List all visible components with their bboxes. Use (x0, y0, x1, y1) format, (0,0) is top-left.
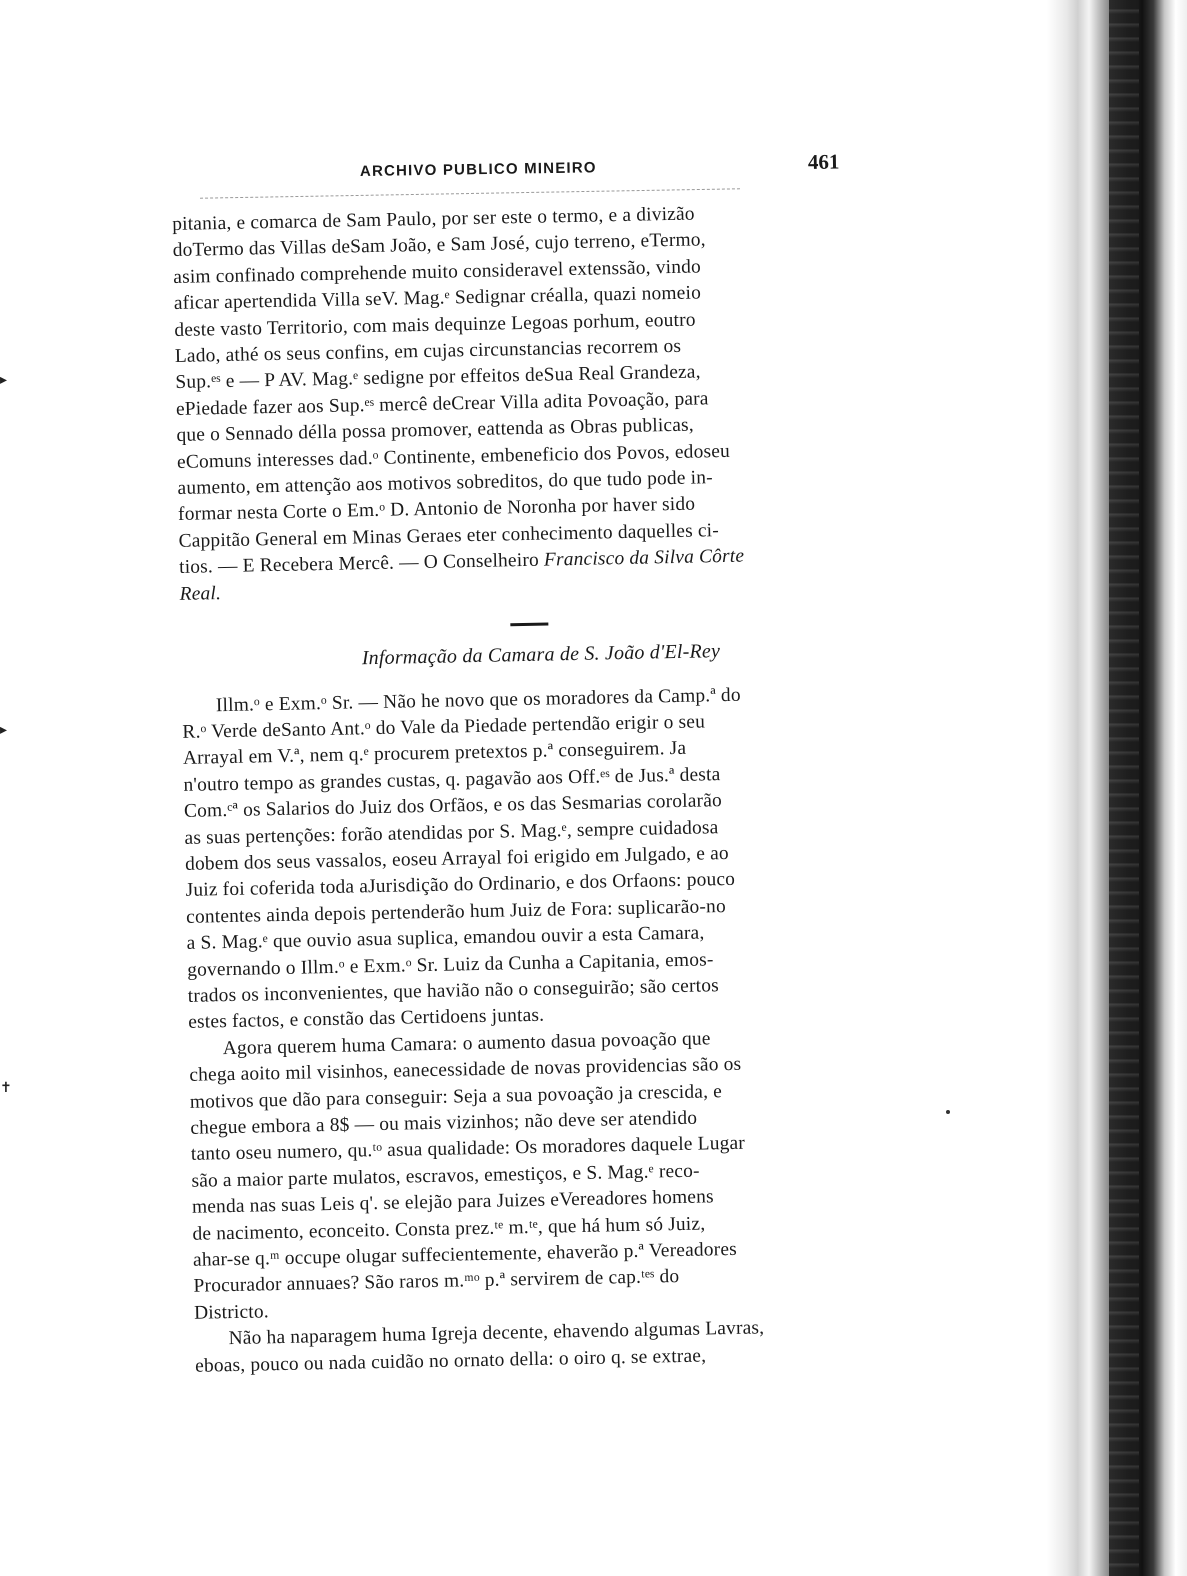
text-line: de nacimento, econceito. Consta prez.ᵗᵉ m.ᵗᵉ, que há hum só Juiz, (192, 1213, 706, 1245)
section-separator (510, 623, 548, 627)
text-line: contentes ainda depois pertenderão hum Juiz de Fora: suplicarão-no (185, 895, 727, 928)
text-line: Illm.ᵒ e Exm.ᵒ Sr. — Não he novo que os moradores da Camp.ª do (215, 684, 741, 716)
text-line-lead: tios. — E Recebera Mercê. — O Conselheiro (178, 549, 540, 579)
signatory-name: Francisco da Silva Côrte (543, 545, 745, 571)
text-line: eComuns interesses dad.ᵒ Continente, embeneficio dos Povos, edoseu (176, 440, 731, 473)
text-line: n'outro tempo as grandes custas, q. pagavão aos Off.ᵉˢ de Jus.ª desta (183, 763, 721, 796)
book-spine-edge (1109, 0, 1139, 1576)
signatory-name-end: Real. (179, 582, 222, 605)
text-line: Com.ᶜª os Salarios do Juiz dos Orfãos, e os das Sesmarias corolarão (183, 790, 723, 823)
margin-mark: ✝ (0, 1080, 12, 1096)
text-line: chegue embora a 8$ — ou mais vizinhos; não deve ser atendido (190, 1107, 698, 1139)
paragraph-camara-1 (182, 680, 869, 1037)
text-line: asim confinado comprehende muito consideravel extenssão, vindo (173, 256, 702, 288)
page-number: 461 (807, 149, 840, 174)
text-line: dobem dos seus vassalos, eoseu Arrayal foi erigido em Julgado, e ao (184, 842, 730, 875)
section-title: Informação da Camara de S. João d'El-Rey (361, 640, 721, 670)
text-line: eboas, pouco ou nada cuidão no ornato della: o oiro q. se extrae, (194, 1345, 707, 1377)
text-line: que o Sennado délla possa promover, eattenda as Obras publicas, (176, 414, 695, 447)
body-text (172, 198, 875, 1379)
text-line: chega aoito mil visinhos, eanecessidade de novas providencias são os (189, 1053, 742, 1087)
text-line: formar nesta Corte o Em.ᵒ D. Antonio de Noronha por haver sido (177, 494, 696, 526)
text-line: Não ha naparagem huma Igreja decente, ehavendo algumas Lavras, (228, 1317, 765, 1350)
text-line: Arrayal em V.ª, nem q.ᵉ procurem pretextos p.ª conseguirem. Ja (182, 738, 687, 770)
text-line: R.ᵒ Verde deSanto Ant.ᵒ do Vale da Piedade pertendão erigir o seu (182, 711, 706, 743)
text-line: Agora querem huma Camara: o aumento dasua povoação que (222, 1028, 711, 1059)
text-line: a S. Mag.ᵉ que ouvio asua suplica, emandou ouvir a esta Camara, (186, 922, 705, 955)
text-line: motivos que dão para conseguir: Seja a sua povoação ja crescida, e (189, 1080, 723, 1113)
text-line: tanto oseu numero, qu.ᵗᵒ asua qualidade: Os moradores daquele Lugar (190, 1133, 746, 1166)
text-line: ahar-se q.ᵐ occupe olugar suffecientemente, ehaverão p.ª Vereadores (192, 1238, 738, 1271)
paragraph-camara-2 (189, 1023, 875, 1327)
ink-speck (946, 1110, 950, 1114)
text-line: menda nas suas Leis q'. se elejão para Juizes eVereadores homens (191, 1186, 714, 1219)
margin-mark: ▸ (0, 372, 8, 388)
margin-mark: ▸ (0, 722, 8, 738)
text-line: ePiedade fazer aos Sup.ᵉˢ mercê deCrear Villa adita Povoação, para (175, 388, 709, 420)
text-line: aumento, em attenção aos motivos sobreditos, do que tudo pode in- (177, 467, 714, 500)
running-title: ARCHIVO PUBLICO MINEIRO (359, 159, 597, 181)
text-line: pitania, e comarca de Sam Paulo, por ser este o termo, e a divizão (172, 203, 695, 235)
text-line: Districto. (193, 1301, 270, 1324)
text-line: são a maior parte mulatos, escravos, emestiços, e S. Mag.ᵉ reco- (191, 1160, 700, 1192)
paragraph-petition-end (172, 198, 860, 608)
text-line: Cappitão General em Minas Geraes eter conhecimento daquelles ci- (178, 519, 720, 552)
text-line: estes factos, e constão das Certidoens juntas. (188, 1005, 545, 1034)
text-line: aficar apertendida Villa seV. Mag.ᵉ Sedignar créalla, quazi nomeio (173, 282, 702, 315)
text-line: deste vasto Territorio, com mais dequinze Legoas porhum, eoutro (174, 309, 696, 341)
text-line: Sup.ᵉˢ e — P AV. Mag.ᵉ sedigne por effeitos deSua Real Grandeza, (175, 361, 701, 394)
text-line: Lado, athé os seus confins, em cujas circunstancias recorrem os (174, 335, 682, 368)
text-line: as suas pertenções: forão atendidas por S. Mag.ᵉ, sempre cuidadosa (184, 816, 719, 849)
text-line: Juiz foi coferida toda aJurisdição do Ordinario, e dos Orfaons: pouco (185, 869, 736, 902)
text-line: trados os inconvenientes, que havião não o conseguirão; são certos (187, 975, 720, 1007)
header-divider (200, 188, 740, 198)
text-line: governando o Illm.ᵒ e Exm.ᵒ Sr. Luiz da Cunha a Capitania, emos- (187, 948, 714, 981)
text-line: Procurador annuaes? São raros m.ᵐᵒ p.ª servirem de cap.ᵗᵉˢ do (193, 1266, 680, 1298)
text-line: doTermo das Villas deSam João, e Sam José, cujo terreno, eTermo, (172, 229, 706, 262)
page-header (170, 149, 850, 190)
